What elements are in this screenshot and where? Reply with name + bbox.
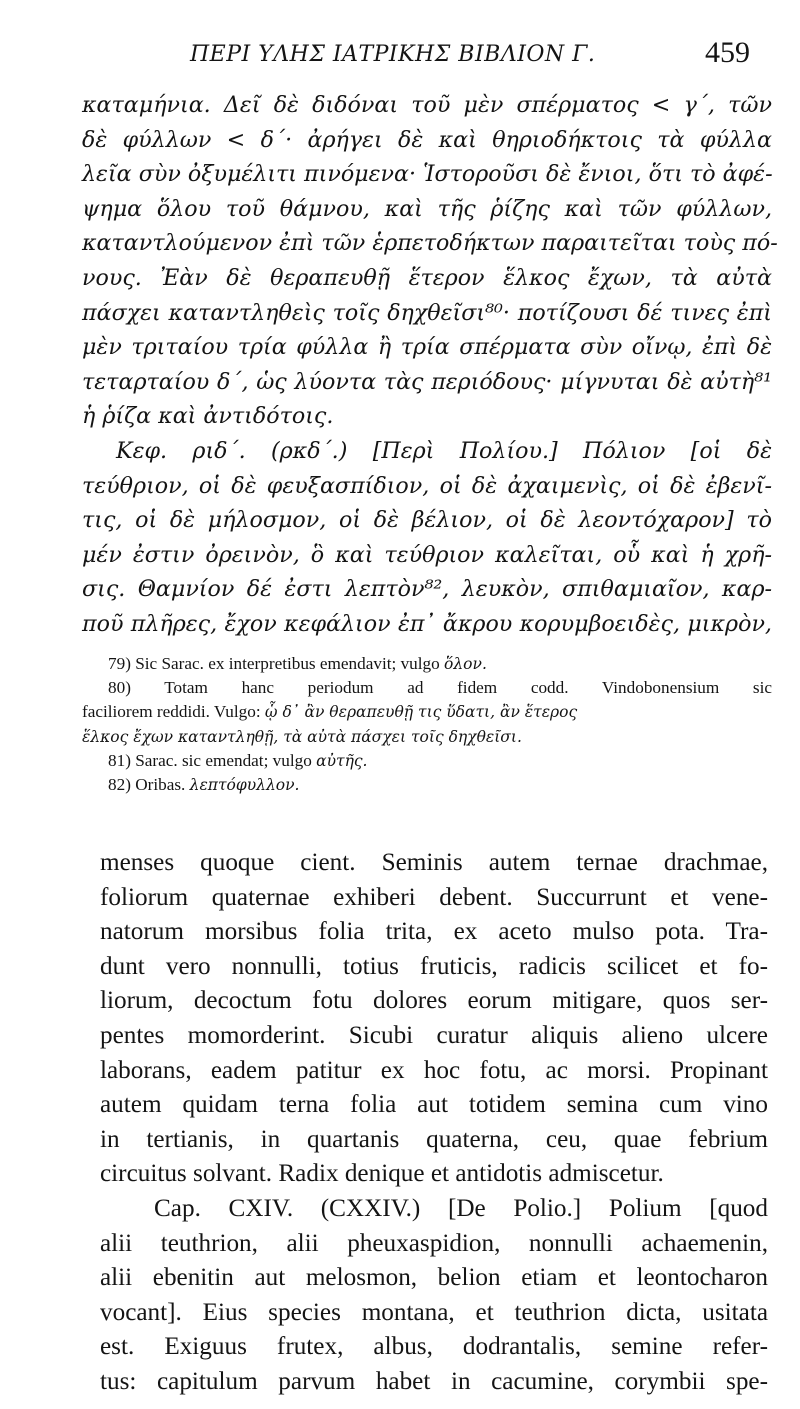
greek-line: ψημα ὅλου τοῦ θάμνου, καὶ τῆς ῥίζης καὶ τῶν φύλλων, — [82, 195, 772, 222]
greek-line: νους. Ἐὰν δὲ θεραπευθῇ ἕτερον ἕλκος ἔχων, τὰ αὐτὰ — [82, 264, 772, 291]
latin-line: autem quidam terna folia aut totidem semina cum vino — [100, 1091, 768, 1119]
latin-line: pentes momorderint. Sicubi curatur aliquis alieno ulcere — [100, 1021, 768, 1049]
footnote-greek: ἕλκος ἔχων καταντληθῇ, τὰ αὐτὰ πάσχει τοῖς δηχθεῖσι. — [82, 727, 522, 746]
footnote-79 — [82, 652, 772, 676]
running-head-title: ΠΕΡΙ ΥΛΗΣ ΙΑΤΡΙΚΗΣ ΒΙΒΛΙΟΝ Γ. — [190, 42, 596, 67]
greek-line: τεύθριον, οἱ δὲ φευξασπίδιον, οἱ δὲ ἀχαιμενὶς, οἱ δὲ ἐβενῖ- — [82, 472, 772, 499]
footnote-81 — [82, 749, 772, 773]
greek-line: καταντλούμενον ἐπὶ τῶν ἑρπετοδήκτων παραιτεῖται τοὺς πό- — [82, 230, 778, 257]
latin-line: laborans, eadem patitur ex hoc fotu, ac morsi. Propinant — [100, 1056, 768, 1084]
latin-text-block — [100, 846, 768, 1400]
footnote-80-continued — [82, 725, 772, 749]
running-head — [190, 36, 750, 76]
greek-text-block — [82, 88, 778, 642]
footnotes — [82, 652, 772, 797]
greek-line: λεῖα σὺν ὀξυμέλιτι πινόμενα· Ἱστοροῦσι δὲ ἔνιοι, ὅτι τὸ ἀφέ- — [82, 161, 773, 188]
greek-line: τις, οἱ δὲ μήλοσμον, οἱ δὲ βέλιον, οἱ δὲ λεοντόχαρον] τὸ — [82, 507, 772, 534]
footnote-text: 81) Sarac. sic emendat; vulgo — [108, 750, 317, 770]
greek-line: σις. Θαμνίον δέ ἐστι λεπτὸν⁸², λευκὸν, σπιθαμιαῖον, καρ- — [82, 576, 772, 603]
latin-line: in tertianis, in quartanis quaterna, ceu, quae febrium — [100, 1125, 768, 1153]
footnote-80 — [82, 676, 772, 700]
greek-line: ἡ ῥίζα καὶ ἀντιδότοις. — [82, 403, 334, 430]
latin-line: tus: capitulum parvum habet in cacumine, corymbii spe- — [100, 1367, 768, 1395]
greek-line: τεταρταίου δ´, ὡς λύοντα τὰς περιόδους· μίγνυται δὲ αὐτὴ⁸¹ — [82, 368, 772, 395]
greek-line: ποῦ πλῆρες, ἔχον κεφάλιον ἐπ᾽ ἄκρου κορυμβοειδὲς, μικρὸν, — [82, 610, 772, 637]
latin-line: natorum morsibus folia trita, ex aceto mulso pota. Tra- — [100, 918, 768, 946]
footnote-text: 82) Oribas. — [108, 774, 190, 794]
greek-line: πάσχει καταντληθεὶς τοῖς δηχθεῖσι⁸⁰· ποτίζουσι δέ τινες ἐπὶ — [82, 299, 772, 326]
latin-line: foliorum quaternae exhiberi debent. Succurrunt et vene- — [100, 883, 768, 911]
greek-chapter-heading-line: Κεφ. ριδ´. (ρκδ´.) [Περὶ Πολίου.] Πόλιον [οἱ δὲ — [116, 437, 772, 464]
footnote-text: faciliorem reddidi. Vulgo: — [82, 702, 265, 722]
page-number: 459 — [705, 36, 750, 69]
footnote-greek: ὅλον. — [444, 655, 487, 673]
greek-line: καταμήνια. Δεῖ δὲ διδόναι τοῦ μὲν σπέρματος < γ´, τῶν — [82, 92, 772, 118]
greek-line: μὲν τριταίου τρία φύλλα ἢ τρία σπέρματα σὺν οἴνῳ, ἐπὶ δὲ — [82, 334, 772, 361]
latin-chapter-heading-line: Cap. CXIV. (CXXIV.) [De Polio.] Polium [quod — [154, 1194, 768, 1222]
latin-line: alii ebenitin aut melosmon, belion etiam et leontocharon — [100, 1264, 768, 1292]
footnote-82 — [82, 773, 772, 797]
greek-line: δὲ φύλλων < δ´· ἀρήγει δὲ καὶ θηριοδήκτοις τὰ φύλλα — [82, 126, 772, 153]
footnote-80-continued — [82, 700, 772, 724]
footnote-greek: ᾧ δ᾽ ἂν θεραπευθῇ τις ὕδατι, ἂν ἕτερος — [264, 703, 578, 722]
latin-line: vocant]. Eius species montana, et teuthrion dicta, usitata — [100, 1298, 768, 1326]
latin-line: menses quoque cient. Seminis autem ternae drachmae, — [100, 849, 768, 876]
latin-line: liorum, decoctum fotu dolores eorum mitigare, quos ser- — [100, 987, 768, 1015]
footnote-text: 79) Sic Sarac. ex interpretibus emendavit; vulgo — [108, 654, 445, 673]
footnote-text: 80) Totam hanc periodum ad fidem codd. Vindobonensium sic — [108, 678, 772, 698]
latin-line: dunt vero nonnulli, totius fruticis, radicis scilicet et fo- — [100, 952, 768, 980]
latin-line: circuitus solvant. Radix denique et antidotis admiscetur. — [100, 1160, 664, 1188]
footnote-greek: λεπτόφυλλον. — [189, 775, 300, 794]
footnote-greek: αὐτῆς. — [316, 751, 368, 770]
latin-line: alii teuthrion, alii pheuxaspidion, nonnulli achaemenin, — [100, 1229, 768, 1257]
latin-line: est. Exiguus frutex, albus, dodrantalis, semine refer- — [100, 1333, 768, 1361]
greek-line: μέν ἐστιν ὀρεινὸν, ὃ καὶ τεύθριον καλεῖται, οὗ καὶ ἡ χρῆ- — [82, 541, 772, 568]
